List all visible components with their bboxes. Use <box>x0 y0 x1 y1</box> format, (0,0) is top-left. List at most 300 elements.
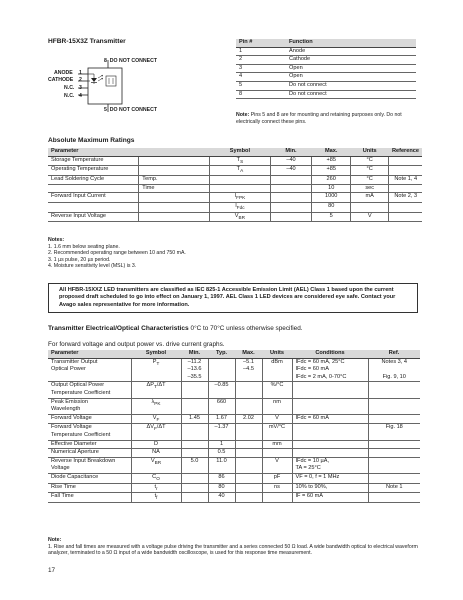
elec-symbol-cell: D <box>131 440 181 449</box>
elec-max-cell <box>235 414 262 424</box>
elec-units-cell: dBm <box>262 358 292 382</box>
elec-ref-cell <box>368 483 420 493</box>
elec-units-cell: nm <box>262 398 292 414</box>
elec-units-cell <box>262 493 292 503</box>
abs-max-h-symbol: Symbol <box>210 148 270 156</box>
abs-max-note-1: 1. 1.6 mm below seating plane. <box>48 243 120 250</box>
abs-max-min-cell <box>270 212 312 222</box>
elec-typ-cell: –0.85 <box>208 382 235 398</box>
elec-ref-cell-line: Fig. 9, 10 <box>382 373 406 380</box>
electrical-row <box>48 457 420 473</box>
elec-units-cell: V <box>262 414 292 424</box>
elec-ref-cell <box>368 449 420 458</box>
elec-min-cell <box>181 382 208 398</box>
abs-max-h-units: Units <box>350 148 389 156</box>
elec-conditions-cell-line: VF = 0, f = 1 MHz <box>295 474 340 481</box>
elec-units-cell: %/°C <box>262 382 292 398</box>
abs-max-parameter-cell <box>48 184 139 193</box>
elec-symbol-cell: $P_T$ <box>131 358 181 382</box>
elec-min-cell-line <box>185 449 205 457</box>
elec-ref-cell <box>368 440 420 449</box>
elec-ref-cell <box>368 424 420 440</box>
elec-typ-cell: 660 <box>208 398 235 414</box>
elec-min-cell-line <box>185 399 205 407</box>
abs-max-reference-cell: Note 1, 4 <box>389 176 422 185</box>
elec-min-cell-line <box>185 474 205 482</box>
elec-parameter-cell-line: Effective Diameter <box>51 440 97 447</box>
electrical-title <box>48 325 303 332</box>
abs-max-min-cell: –40 <box>270 166 312 176</box>
abs-max-max-cell: +85 <box>312 166 350 176</box>
elec-min-cell-line: –35.5 <box>187 373 202 380</box>
pin-5-number: 5 <box>104 107 107 113</box>
abs-max-parameter-cell: Storage Temperature <box>48 156 139 166</box>
pin-8-text: DO NOT CONNECT <box>109 58 158 64</box>
electrical-row <box>48 398 420 414</box>
abs-max-sub-cell <box>139 202 210 212</box>
elec-max-cell <box>235 474 262 484</box>
abs-max-title: Absolute Maximum Ratings <box>48 137 135 144</box>
elec-max-cell-line <box>239 449 259 457</box>
elec-conditions-cell-line: IFdc = 60 mA <box>295 414 329 421</box>
elec-symbol-cell: $V_{BR}$ <box>131 457 181 473</box>
abs-max-units-cell: mA <box>350 193 389 203</box>
pin-table-header-pin: Pin # <box>236 39 286 47</box>
elec-ref-cell-line: Fig. 18 <box>385 424 403 431</box>
elec-parameter-cell-line: Wavelength <box>51 406 81 413</box>
abs-max-reference-cell <box>389 166 422 176</box>
elec-max-cell-line <box>239 424 259 432</box>
elec-parameter-cell-line: Rise Time <box>51 483 76 490</box>
pin-note-label: Note: <box>236 112 250 118</box>
abs-max-max-cell: +85 <box>312 156 350 166</box>
abs-max-units-cell: °C <box>350 166 389 176</box>
eye-safety-notice: All HFBR-15XXZ LED transmitters are classified as IEC 825-1 Accessible Emission Limit (AEL) Class 1 based upon the current proposed draft scheduled to go into effect on January 1, 1997. AEL Class 1 LED devices are considered eye safe. Contact your Avago sales representative for more information. <box>48 283 418 313</box>
abs-max-h-param: Parameter <box>48 148 139 156</box>
abs-max-sub-cell <box>139 193 210 203</box>
abs-max-parameter-cell: Operating Temperature <box>48 166 139 176</box>
abs-max-min-cell <box>270 193 312 203</box>
elec-parameter-cell <box>48 414 131 424</box>
elec-h-ref: Ref. <box>368 350 420 358</box>
elec-parameter-cell-line: Transmitter Output <box>51 358 98 365</box>
electrical-note-label: Note: <box>48 537 62 543</box>
pin-number-cell: 5 <box>236 81 286 90</box>
abs-max-table <box>48 148 422 222</box>
abs-max-parameter-cell: Reverse Input Voltage <box>48 212 139 222</box>
abs-max-min-cell: –40 <box>270 156 312 166</box>
elec-min-cell <box>181 358 208 382</box>
elec-ref-cell-line <box>372 441 418 449</box>
abs-max-note-3: 3. 1 µs pulse, 20 µs period. <box>48 256 111 263</box>
elec-symbol-cell: $t_f$ <box>131 493 181 503</box>
abs-max-symbol-cell <box>210 184 270 193</box>
abs-max-symbol-cell: $I_{Fdc}$ <box>210 202 270 212</box>
elec-ref-cell <box>368 398 420 414</box>
elec-max-cell-line <box>239 399 259 407</box>
abs-max-sub-cell <box>139 212 210 222</box>
elec-conditions-cell-line: TA = 25°C <box>295 465 321 472</box>
abs-max-reference-cell <box>389 184 422 193</box>
electrical-header-row <box>48 350 420 358</box>
abs-max-h-sub <box>139 148 210 156</box>
elec-ref-cell-line <box>372 415 418 423</box>
abs-max-sub-cell <box>139 166 210 176</box>
transmitter-diagram-title: HFBR-15X3Z Transmitter <box>48 38 126 45</box>
pin-3-number: 3 <box>79 85 82 91</box>
elec-max-cell <box>235 382 262 398</box>
pin-1-number: 1 <box>79 70 82 76</box>
elec-min-cell-line <box>185 424 205 432</box>
elec-parameter-cell-line: Voltage <box>51 465 70 472</box>
electrical-note-1: 1. Rise and fall times are measured with a voltage pulse driving the transmitter and a series connected 50 Ω load. A wide bandwidth optical to electrical waveform analyzer, terminated to a 50 Ω input of a wide bandwidth oscilloscope, is used for this response time measurement. <box>48 543 418 557</box>
pin-5-label <box>104 107 157 113</box>
elec-max-cell <box>235 449 262 458</box>
elec-parameter-cell <box>48 440 131 449</box>
pin-table-row <box>236 64 416 73</box>
elec-conditions-cell-line: 10% to 90%, <box>295 483 328 490</box>
elec-conditions-cell-line <box>296 382 365 390</box>
pin-table-header-row <box>236 39 416 47</box>
electrical-notes <box>48 537 424 557</box>
abs-max-row <box>48 176 422 185</box>
elec-parameter-cell-line: Fall Time <box>51 493 74 500</box>
pin-number-cell: 4 <box>236 73 286 82</box>
pin-2-number: 2 <box>79 77 82 83</box>
abs-max-note-2: 2. Recommended operating range between 10 and 750 mA. <box>48 250 186 257</box>
elec-conditions-cell <box>292 440 368 449</box>
elec-symbol-cell: $\Delta P_T/\Delta T$ <box>131 382 181 398</box>
elec-conditions-cell-line <box>296 424 365 432</box>
elec-symbol-cell: NA <box>131 449 181 458</box>
elec-symbol-cell: $C_O$ <box>131 474 181 484</box>
elec-units-cell <box>262 449 292 458</box>
elec-max-cell-line <box>239 484 259 492</box>
abs-max-h-reference: Reference <box>389 148 422 156</box>
elec-ref-cell <box>368 382 420 398</box>
elec-conditions-cell <box>292 398 368 414</box>
abs-max-h-max: Max. <box>312 148 350 156</box>
elec-units-cell: mV/°C <box>262 424 292 440</box>
elec-typ-cell: 40 <box>208 493 235 503</box>
elec-min-cell <box>181 440 208 449</box>
elec-units-cell: ns <box>262 483 292 493</box>
elec-parameter-cell <box>48 449 131 458</box>
elec-conditions-cell <box>292 457 368 473</box>
abs-max-row <box>48 202 422 212</box>
electrical-row <box>48 358 420 382</box>
elec-conditions-cell <box>292 449 368 458</box>
elec-parameter-cell-line <box>51 374 128 382</box>
electrical-row <box>48 493 420 503</box>
pin-table-row <box>236 81 416 90</box>
pin-3-label <box>64 85 74 91</box>
abs-max-max-cell: 1000 <box>312 193 350 203</box>
elec-parameter-cell-line: Output Optical Power <box>51 382 105 389</box>
abs-max-max-cell: 10 <box>312 184 350 193</box>
abs-max-min-cell <box>270 184 312 193</box>
abs-max-sub-cell: Temp. <box>139 176 210 185</box>
elec-min-cell-line <box>185 382 205 390</box>
pin-4-label <box>64 93 74 99</box>
pin-number-cell: 3 <box>236 64 286 73</box>
elec-parameter-cell-line: Peak Emission <box>51 398 88 405</box>
abs-max-row <box>48 212 422 222</box>
pin-4-number: 4 <box>79 93 82 99</box>
elec-min-cell <box>181 457 208 473</box>
elec-typ-cell: 86 <box>208 474 235 484</box>
pin-8-label <box>104 58 157 64</box>
elec-typ-cell: 0.5 <box>208 449 235 458</box>
elec-max-cell <box>235 398 262 414</box>
pin-function-cell: Cathode <box>286 56 416 65</box>
page-number: 17 <box>48 567 56 574</box>
electrical-table <box>48 350 420 503</box>
elec-ref-cell-line: Note 1 <box>386 483 403 490</box>
pin-function-cell: Do not connect <box>286 81 416 90</box>
elec-parameter-cell <box>48 483 131 493</box>
abs-max-notes <box>48 237 186 270</box>
abs-max-max-cell: 260 <box>312 176 350 185</box>
elec-ref-cell <box>368 493 420 503</box>
pin-1-text: ANODE <box>54 70 73 76</box>
elec-ref-cell-line: Notes 3, 4 <box>381 358 407 365</box>
elec-conditions-cell <box>292 474 368 484</box>
elec-conditions-cell <box>292 382 368 398</box>
elec-max-cell-line <box>239 458 259 466</box>
abs-max-symbol-cell: $T_A$ <box>210 166 270 176</box>
elec-parameter-cell-line: Diode Capacitance <box>51 474 99 481</box>
elec-ref-cell <box>368 474 420 484</box>
abs-max-row <box>48 184 422 193</box>
abs-max-symbol-cell: $I_{FPK}$ <box>210 193 270 203</box>
abs-max-parameter-cell <box>48 202 139 212</box>
elec-h-units: Units <box>262 350 292 358</box>
abs-max-reference-cell: Note 2, 3 <box>389 193 422 203</box>
pin-table-row <box>236 90 416 99</box>
elec-ref-cell-line <box>372 366 418 374</box>
elec-parameter-cell-line: Forward Voltage <box>51 414 92 421</box>
abs-max-row <box>48 156 422 166</box>
elec-parameter-cell <box>48 493 131 503</box>
electrical-row <box>48 424 420 440</box>
abs-max-units-cell <box>350 202 389 212</box>
elec-h-min: Min. <box>181 350 208 358</box>
elec-h-param: Parameter <box>48 350 131 358</box>
pin-4-text: N.C. <box>64 93 75 99</box>
abs-max-notes-label: Notes: <box>48 237 65 243</box>
elec-symbol-cell: $\lambda_{PK}$ <box>131 398 181 414</box>
electrical-title-text: Transmitter Electrical/Optical Characteristics <box>48 325 189 332</box>
elec-ref-cell-line <box>372 399 418 407</box>
abs-max-h-min: Min. <box>270 148 312 156</box>
elec-conditions-cell-line: IFdc = 60 mA <box>295 366 329 373</box>
pin-2-label <box>48 77 73 83</box>
elec-symbol-cell: $t_r$ <box>131 483 181 493</box>
pin-table-header-function: Function <box>286 39 416 47</box>
elec-typ-cell: 1.67 <box>208 414 235 424</box>
elec-conditions-cell-line <box>296 449 365 457</box>
pin-function-cell: Open <box>286 73 416 82</box>
elec-min-cell <box>181 483 208 493</box>
electrical-row <box>48 483 420 493</box>
elec-parameter-cell-line: Numerical Aperture <box>51 449 99 456</box>
elec-ref-cell-line <box>372 449 418 457</box>
elec-max-cell <box>235 424 262 440</box>
elec-conditions-cell-line: IFdc = 60 mA, 25°C <box>295 358 345 365</box>
abs-max-row <box>48 166 422 176</box>
elec-typ-cell: –1.37 <box>208 424 235 440</box>
pin-3-text: N.C. <box>64 85 75 91</box>
elec-symbol-cell: $V_F$ <box>131 414 181 424</box>
elec-max-cell <box>235 440 262 449</box>
elec-ref-cell <box>368 414 420 424</box>
elec-parameter-cell-line: Forward Voltage <box>51 424 92 431</box>
abs-max-units-cell: °C <box>350 156 389 166</box>
elec-typ-cell: 80 <box>208 483 235 493</box>
elec-max-cell-line: –4.5 <box>243 366 254 373</box>
elec-parameter-cell-line: Temperature Coefficient <box>51 432 111 439</box>
elec-conditions-cell <box>292 493 368 503</box>
abs-max-reference-cell <box>389 212 422 222</box>
elec-conditions-cell-line <box>296 399 365 407</box>
elec-max-cell-line <box>239 493 259 501</box>
elec-typ-cell: 11.0 <box>208 457 235 473</box>
elec-h-symbol: Symbol <box>131 350 181 358</box>
elec-max-cell-line <box>239 382 259 390</box>
elec-parameter-cell <box>48 424 131 440</box>
pin-number-cell: 8 <box>236 90 286 99</box>
elec-max-cell-line <box>239 441 259 449</box>
electrical-subtitle: For forward voltage and output power vs. drive current graphs. <box>48 341 225 348</box>
elec-conditions-cell-line <box>296 441 365 449</box>
elec-max-cell-line: 2.02 <box>243 414 254 421</box>
pin-function-table <box>236 39 416 99</box>
elec-conditions-cell <box>292 424 368 440</box>
elec-min-cell-line: 5.0 <box>190 457 199 464</box>
elec-h-conditions: Conditions <box>292 350 368 358</box>
pin-number-cell: 2 <box>236 56 286 65</box>
elec-min-cell-line: –13.6 <box>187 366 202 373</box>
elec-units-cell: V <box>262 457 292 473</box>
abs-max-symbol-cell <box>210 176 270 185</box>
elec-min-cell <box>181 398 208 414</box>
pin-function-cell: Anode <box>286 47 416 56</box>
pin-table-row <box>236 73 416 82</box>
elec-min-cell <box>181 414 208 424</box>
elec-parameter-cell-line: Optical Power <box>51 366 86 373</box>
pin-5-text: DO NOT CONNECT <box>109 107 158 113</box>
elec-min-cell-line <box>185 493 205 501</box>
abs-max-units-cell: V <box>350 212 389 222</box>
elec-parameter-cell <box>48 457 131 473</box>
elec-min-cell-line <box>185 484 205 492</box>
elec-ref-cell-line <box>372 493 418 501</box>
abs-max-sub-cell <box>139 156 210 166</box>
abs-max-min-cell <box>270 202 312 212</box>
elec-conditions-cell-line: IFdc = 2 mA, 0-70°C <box>295 373 347 380</box>
elec-min-cell <box>181 493 208 503</box>
pin-table-note <box>236 112 418 125</box>
elec-conditions-cell <box>292 358 368 382</box>
elec-typ-cell <box>208 358 235 382</box>
pin-8-number: 8 <box>104 58 107 64</box>
abs-max-min-cell <box>270 176 312 185</box>
elec-ref-cell-line <box>372 458 418 466</box>
elec-ref-cell <box>368 358 420 382</box>
elec-parameter-cell <box>48 382 131 398</box>
elec-ref-cell-line <box>372 382 418 390</box>
elec-min-cell <box>181 424 208 440</box>
abs-max-row <box>48 193 422 203</box>
abs-max-symbol-cell: $V_{BR}$ <box>210 212 270 222</box>
elec-parameter-cell-line: Temperature Coefficient <box>51 389 111 396</box>
elec-h-typ: Typ. <box>208 350 235 358</box>
elec-parameter-cell <box>48 474 131 484</box>
abs-max-units-cell: °C <box>350 176 389 185</box>
elec-parameter-cell-line: Reverse Input Breakdown <box>51 457 116 464</box>
elec-parameter-cell <box>48 398 131 414</box>
abs-max-parameter-cell: Forward Input Current <box>48 193 139 203</box>
pin-table-row <box>236 56 416 65</box>
pin-function-cell: Open <box>286 64 416 73</box>
electrical-title-suffix: 0°C to 70°C unless otherwise specified. <box>188 325 303 332</box>
elec-max-cell-line: –5.1 <box>243 358 254 365</box>
abs-max-max-cell: 5 <box>312 212 350 222</box>
pin-table-row <box>236 47 416 56</box>
elec-min-cell-line <box>185 441 205 449</box>
elec-max-cell-line <box>239 374 259 382</box>
elec-conditions-cell <box>292 414 368 424</box>
elec-max-cell <box>235 483 262 493</box>
pin-note-text: Pins 5 and 8 are for mounting and retaining purposes only. Do not electrically connect these pins. <box>236 112 402 125</box>
abs-max-symbol-cell: $T_S$ <box>210 156 270 166</box>
elec-typ-cell: 1 <box>208 440 235 449</box>
elec-min-cell-line: –11.2 <box>187 358 202 365</box>
elec-ref-cell <box>368 457 420 473</box>
elec-parameter-cell <box>48 358 131 382</box>
elec-h-max: Max. <box>235 350 262 358</box>
elec-min-cell-line: 1.45 <box>189 414 200 421</box>
elec-min-cell <box>181 449 208 458</box>
elec-symbol-cell: $\Delta V_F/\Delta T$ <box>131 424 181 440</box>
elec-max-cell-line <box>239 474 259 482</box>
abs-max-max-cell: 80 <box>312 202 350 212</box>
abs-max-sub-cell: Time <box>139 184 210 193</box>
elec-max-cell <box>235 358 262 382</box>
elec-max-cell <box>235 493 262 503</box>
pin-function-cell: Do not connect <box>286 90 416 99</box>
elec-conditions-cell-line: IF = 60 mA <box>295 493 324 500</box>
pin-number-cell: 1 <box>236 47 286 56</box>
abs-max-parameter-cell: Lead Soldering Cycle <box>48 176 139 185</box>
abs-max-reference-cell <box>389 156 422 166</box>
elec-conditions-cell <box>292 483 368 493</box>
pin-1-label <box>54 70 73 76</box>
elec-units-cell: mm <box>262 440 292 449</box>
abs-max-reference-cell <box>389 202 422 212</box>
abs-max-header-row <box>48 148 422 156</box>
elec-units-cell: pF <box>262 474 292 484</box>
elec-max-cell <box>235 457 262 473</box>
elec-min-cell <box>181 474 208 484</box>
elec-conditions-cell-line: IFdc = 10 µA, <box>295 457 330 464</box>
electrical-row <box>48 440 420 449</box>
electrical-row <box>48 382 420 398</box>
electrical-row <box>48 449 420 458</box>
pin-2-text: CATHODE <box>48 77 74 83</box>
abs-max-units-cell: sec <box>350 184 389 193</box>
